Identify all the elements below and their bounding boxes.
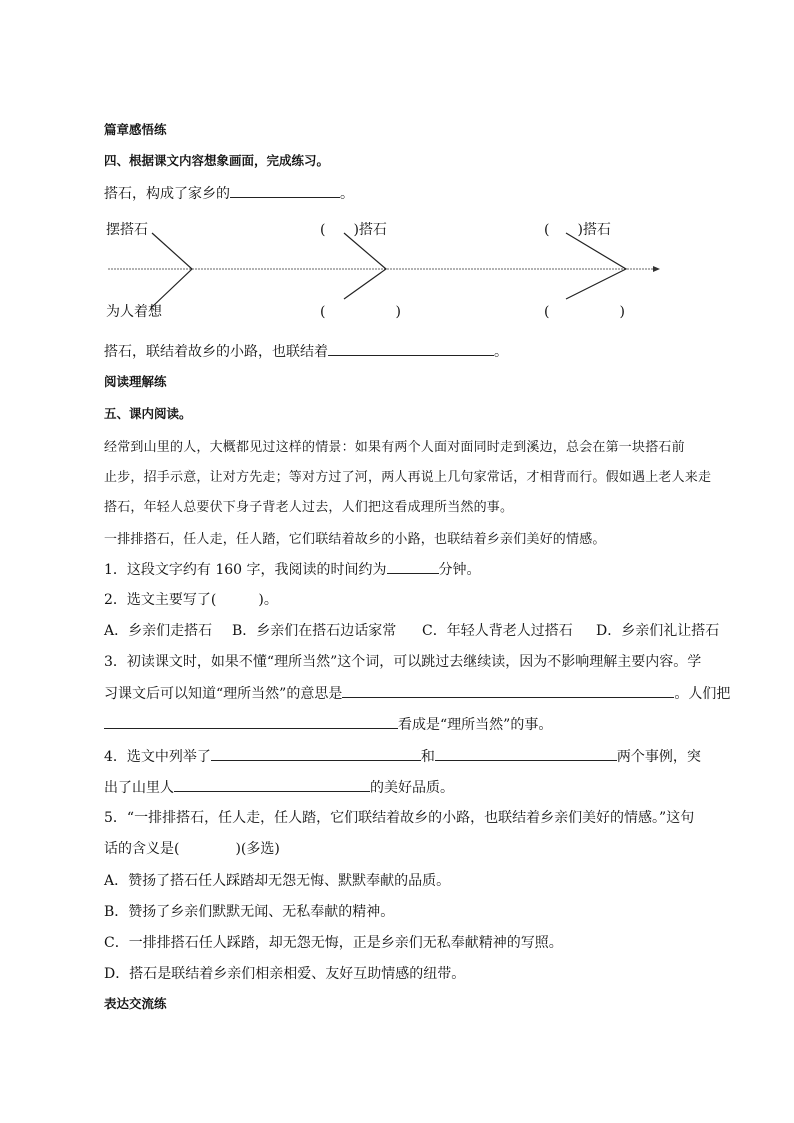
fill-line: [104, 182, 354, 203]
option-c[interactable]: C．一排排搭石任人踩踏，却无怨无悔，正是乡亲们无私奉献精神的写照。: [104, 935, 563, 951]
answer-blank[interactable]: [328, 340, 494, 356]
section-heading: 表达交流练: [104, 996, 167, 1011]
answer-blank[interactable]: [230, 182, 340, 198]
diagram: [104, 215, 684, 325]
question-line: 话的含义是( )(多选): [104, 841, 280, 857]
text-segment: 。: [494, 344, 508, 360]
paren-blank[interactable]: ( ): [320, 222, 359, 238]
section-heading: 阅读理解练: [104, 374, 167, 389]
text-segment: 4．选文中列举了: [104, 749, 211, 765]
fill-line: [104, 682, 730, 703]
passage-line: 止步，招手示意，让对方先走；等对方过了河，两人再说上几句家常话，才相背而行。假如遇上老人来走: [104, 470, 712, 485]
option-c[interactable]: C．年轻人背老人过搭石: [422, 623, 573, 639]
question-line: 2．选文主要写了( )。: [104, 592, 278, 608]
diagram-label: 搭石: [582, 222, 611, 238]
text-segment: 搭石，联结着故乡的小路，也联结着: [104, 344, 328, 360]
text-segment: 两个事例，突: [616, 749, 701, 765]
fill-line: [104, 745, 701, 766]
text-segment: 的美好品质。: [370, 780, 454, 796]
answer-blank[interactable]: [387, 558, 439, 574]
option-b[interactable]: B．乡亲们在搭石边话家常: [232, 623, 397, 639]
text-segment: 搭石，构成了家乡的: [104, 186, 230, 202]
diagram-label: 搭石: [358, 222, 387, 238]
fill-line: [104, 713, 552, 734]
fill-line: [104, 558, 481, 579]
question-title: 五、课内阅读。: [104, 406, 192, 421]
answer-blank[interactable]: [104, 713, 398, 729]
answer-blank[interactable]: [174, 776, 370, 792]
diagram-answer-slot[interactable]: ( ): [320, 304, 401, 320]
diagram-label: 为人着想: [106, 304, 162, 320]
option-d[interactable]: D．搭石是联结着乡亲们相亲相爱、友好互助情感的纽带。: [104, 966, 466, 982]
answer-blank[interactable]: [211, 745, 421, 761]
paren-blank[interactable]: ( ): [544, 222, 583, 238]
diagram-answer-slot[interactable]: [320, 219, 387, 239]
question-title: 四、根据课文内容想象画面，完成练习。: [104, 153, 330, 168]
answer-blank[interactable]: [435, 745, 617, 761]
fill-line: [104, 776, 454, 797]
chevron-3: [566, 233, 626, 299]
answer-blank[interactable]: [342, 682, 674, 698]
option-d[interactable]: D．乡亲们礼让搭石: [596, 623, 720, 639]
question-line: 3．初读课文时，如果不懂“理所当然”这个词，可以跳过去继续读，因为不影响理解主要内容。学: [104, 654, 702, 670]
diagram-label: 摆搭石: [106, 222, 148, 238]
chevron-2: [344, 233, 386, 299]
passage-line: 一排排搭石，任人走，任人踏，它们联结着故乡的小路，也联结着乡亲们美好的情感。: [104, 532, 606, 547]
text-segment: 和: [420, 749, 435, 765]
chevron-1: [152, 233, 192, 307]
diagram-answer-slot[interactable]: [544, 219, 611, 239]
option-a[interactable]: A．赞扬了搭石任人踩踏却无怨无悔、默默奉献的品质。: [104, 873, 451, 889]
text-segment: 出了山里人: [104, 780, 174, 796]
question-line: 5．“一排排搭石，任人走，任人踏，它们联结着故乡的小路，也联结着乡亲们美好的情感。”这句: [104, 810, 695, 826]
text-segment: 习课文后可以知道“理所当然”的意思是: [104, 686, 343, 702]
text-segment: 。: [340, 186, 354, 202]
option-a[interactable]: A．乡亲们走搭石: [104, 623, 213, 639]
diagram-answer-slot[interactable]: ( ): [544, 304, 625, 320]
passage-line: 搭石，年轻人总要伏下身子背老人过去，人们把这看成理所当然的事。: [104, 500, 514, 515]
text-segment: 看成是“理所当然”的事。: [398, 717, 553, 733]
section-heading: 篇章感悟练: [104, 122, 167, 137]
text-segment: 1．这段文字约有 160 字，我阅读的时间约为: [104, 562, 387, 578]
passage-line: 经常到山里的人，大概都见过这样的情景：如果有两个人面对面同时走到溪边，总会在第一块搭石前: [104, 440, 685, 455]
text-segment: 。人们把: [674, 686, 731, 702]
fill-line: [104, 340, 508, 361]
option-row: [104, 620, 719, 640]
option-b[interactable]: B．赞扬了乡亲们默默无闻、无私奉献的精神。: [104, 904, 395, 920]
text-segment: 分钟。: [438, 562, 481, 578]
